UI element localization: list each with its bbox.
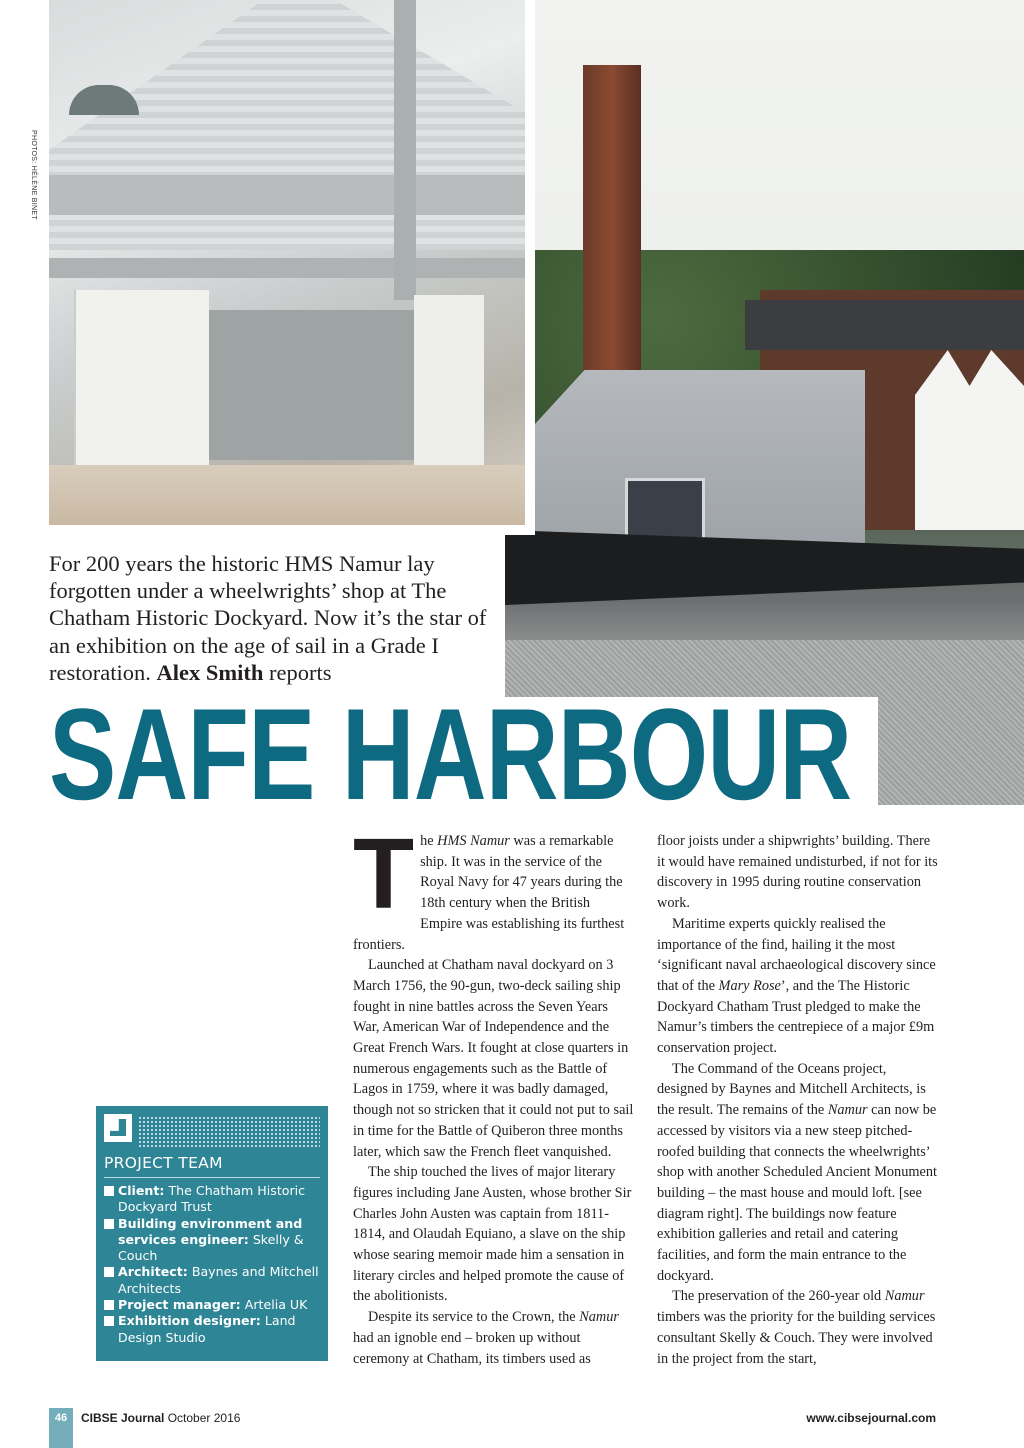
body-paragraph	[657, 914, 939, 1059]
italic-text: Namur	[827, 1102, 868, 1119]
team-member: Skelly & Couch	[118, 1231, 304, 1264]
website-link[interactable]: www.cibsejournal.com	[806, 1411, 936, 1425]
project-team-box	[96, 1106, 328, 1361]
standfirst-text: For 200 years the historic HMS Namur lay forgotten under a wheelwrights’ shop at The Chatham Historic Dockyard. Now it’s the star of an exhibition on the age of sail in a Grade I restoration.	[49, 551, 487, 685]
team-role: Building environment and services engineer:	[118, 1215, 303, 1247]
team-role: Project manager:	[118, 1297, 241, 1313]
project-team-item	[104, 1297, 320, 1313]
project-team-title: PROJECT TEAM	[104, 1154, 320, 1178]
footer-publication	[81, 1411, 240, 1425]
italic-text: Namur	[579, 1309, 619, 1326]
project-team-list	[104, 1183, 320, 1346]
team-member: Land Design Studio	[118, 1313, 296, 1345]
team-member: Baynes and Mitchell Architects	[118, 1264, 319, 1296]
text-segment: The preservation of the 260-year old	[672, 1288, 885, 1305]
body-paragraph	[353, 955, 635, 1162]
standfirst	[49, 550, 489, 686]
project-team-item	[104, 1313, 320, 1346]
text-segment: Despite its service to the Crown, the	[368, 1309, 580, 1326]
publication-name: CIBSE Journal	[81, 1411, 165, 1425]
cibse-logo-icon	[104, 1114, 132, 1142]
text-segment: The Command of the Oceans project, designed by Baynes and Mitchell Architects, is the result. The remains of the	[657, 1060, 926, 1119]
project-team-item	[104, 1183, 320, 1216]
standfirst-reports: reports	[268, 659, 332, 685]
text-segment: he	[420, 833, 438, 849]
body-paragraph	[657, 831, 939, 914]
article-column-1	[353, 818, 635, 1369]
text-segment: can now be accessed by visitors via a new steep pitched-roofed building that connects the wheelwrights’ shop with another Scheduled Ancient Monument building – the mast house and mould loft. [see diagram right]. The buildings now feature exhibition galleries and retail and catering facilities, and form the main entrance to the dockyard.	[657, 1102, 937, 1284]
text-segment: was a remarkable ship. It was in the service of the Royal Navy for 47 years during the 18th century when the British Empire was establishing its furthest frontiers.	[353, 833, 625, 953]
italic-text: HMS Namur	[437, 833, 510, 849]
body-paragraph	[353, 1162, 635, 1307]
text-segment: timbers was the priority for the building services consultant Skelly & Couch. They were involved in the project from the start,	[657, 1309, 936, 1367]
headline-block	[0, 681, 878, 827]
page-number: 46	[49, 1408, 73, 1448]
body-paragraph	[353, 1307, 635, 1369]
italic-text: Namur	[884, 1288, 925, 1305]
text-segment: The ship touched the lives of major literary figures including Jane Austen, whose brother Sir Charles John Austen was captain from 1811-1814, and Olaudah Equiano, a slave on the ship whose searing memoir made him a sensation in literary circles and helped promote the cause of the abolitionists.	[353, 1164, 632, 1305]
text-segment: Launched at Chatham naval dockyard on 3 March 1756, the 90-gun, two-deck sailing ship fought in nine battles across the Seven Years War, American War of Independence and the Great French Wars. It fought at close quarters in numerous engagements such as the Battle of Lagos in 1759, where it was badly damaged, though not so stricken that it could not put to sail in time for the Battle of Quiberon three months later, which saw the French fleet vanquished.	[353, 957, 634, 1160]
text-segment: floor joists under a shipwrights’ building. There it would have remained undisturbed, if not for its discovery in 1995 during routine conservation work.	[657, 833, 938, 912]
headline: SAFE HARBOUR	[49, 681, 852, 827]
project-team-item	[104, 1264, 320, 1297]
project-team-item	[104, 1216, 320, 1265]
team-member: Artelia UK	[244, 1297, 308, 1313]
photo-loft-interior	[49, 0, 525, 525]
team-role: Architect:	[118, 1264, 188, 1280]
italic-text: Mary Rose	[718, 977, 781, 994]
team-role: Exhibition designer:	[118, 1313, 261, 1329]
text-segment: had an ignoble end – broken up without ceremony at Chatham, its timbers used as	[353, 1329, 591, 1367]
text-segment: Maritime experts quickly realised the importance of the find, hailing it the most ‘significant naval archaeological discovery since that of the	[657, 915, 936, 994]
author-name: Alex Smith	[156, 659, 264, 685]
team-member: The Chatham Historic Dockyard Trust	[118, 1183, 306, 1215]
article-column-2	[657, 831, 939, 1369]
body-paragraph	[657, 1059, 939, 1287]
photo-credit: PHOTOS: HÉLÈNE BINET	[30, 130, 37, 220]
issue-date: October 2016	[167, 1411, 241, 1425]
drop-cap: T	[353, 818, 415, 930]
text-segment: ’, and the The Historic Dockyard Chatham Trust pledged to make the Namur’s timbers the centrepiece of a major £9m conservation project.	[657, 977, 935, 1057]
dot-pattern	[138, 1116, 320, 1149]
team-role: Client:	[118, 1183, 165, 1198]
body-paragraph	[657, 1286, 939, 1369]
